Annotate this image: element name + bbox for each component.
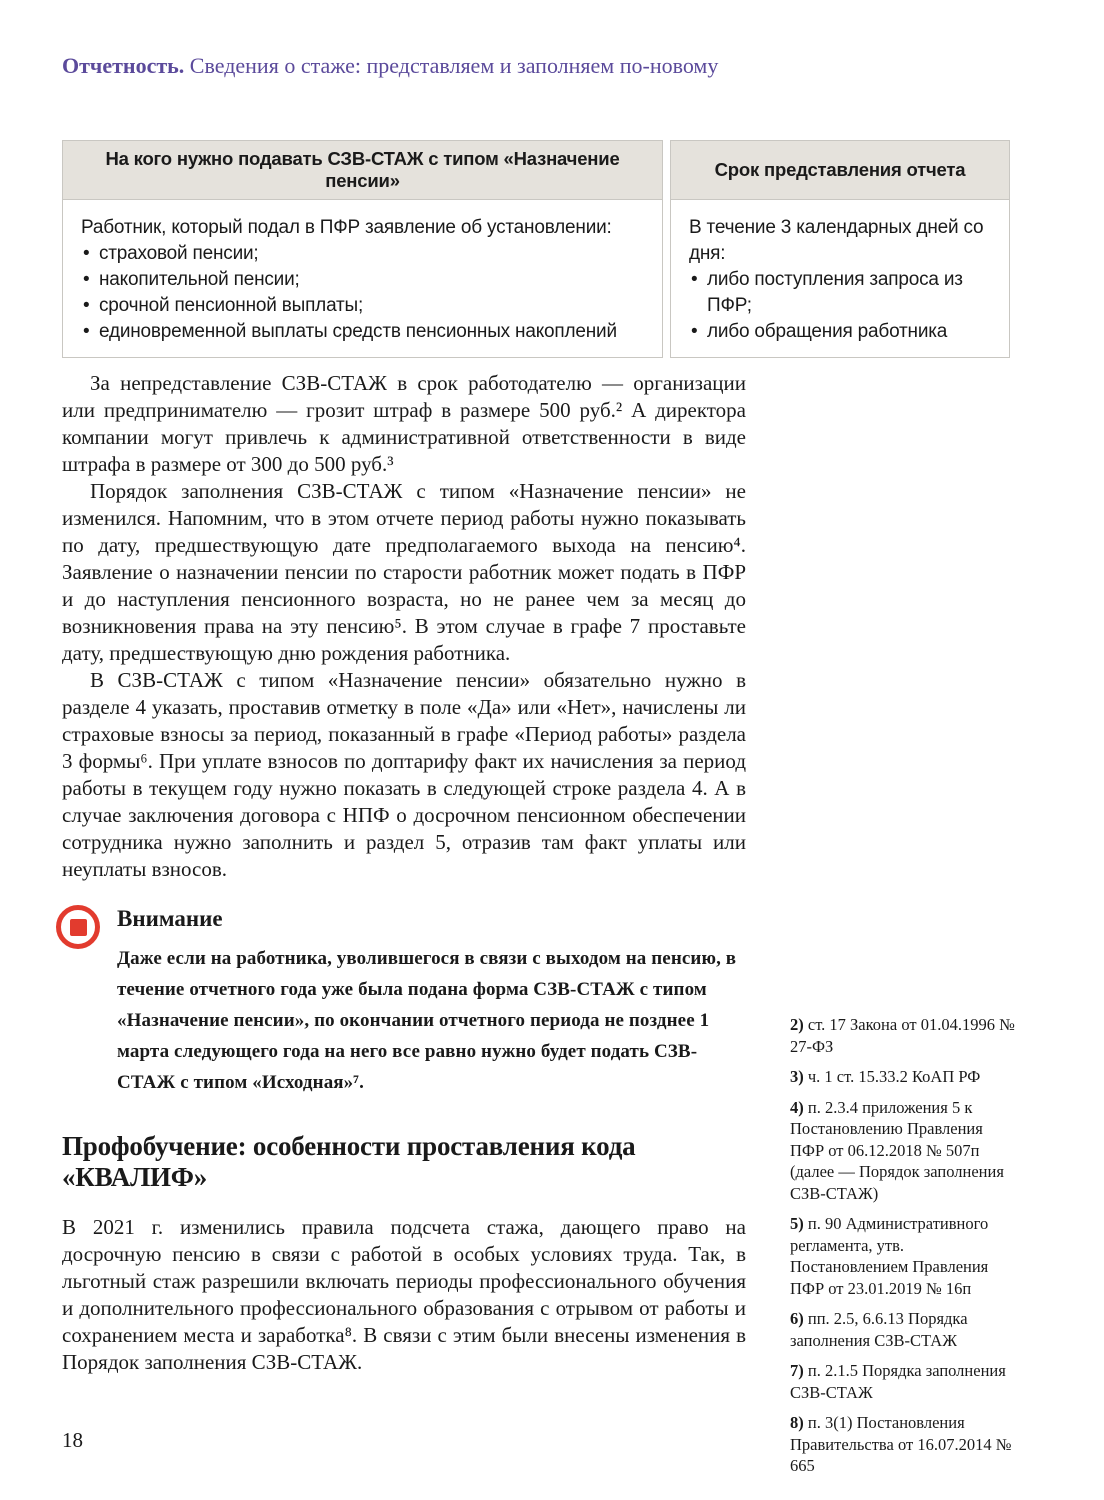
footnote-text: ст. 17 Закона от 01.04.1996 № 27-ФЗ bbox=[790, 1015, 1015, 1056]
footnote-number: 6) bbox=[790, 1309, 804, 1328]
footnote bbox=[790, 1412, 1018, 1477]
footnote bbox=[790, 1097, 1018, 1205]
footnote bbox=[790, 1360, 1018, 1403]
footnote-number: 3) bbox=[790, 1067, 804, 1086]
attention-icon bbox=[56, 905, 100, 949]
footnote bbox=[790, 1308, 1018, 1351]
footnote-number: 2) bbox=[790, 1015, 804, 1034]
footnote-text: ч. 1 ст. 15.33.2 КоАП РФ bbox=[807, 1067, 981, 1086]
table-column-who bbox=[62, 140, 663, 358]
table-cell-intro: В течение 3 календарных дней со дня: bbox=[689, 217, 984, 264]
footnote bbox=[790, 1066, 1018, 1088]
page-number: 18 bbox=[62, 1428, 83, 1452]
attention-icon-square bbox=[70, 919, 87, 936]
footnote bbox=[790, 1213, 1018, 1299]
footnotes-sidebar bbox=[790, 1014, 1018, 1486]
table-column-deadline bbox=[670, 140, 1010, 358]
footnote-number: 4) bbox=[790, 1097, 804, 1117]
table-cell-who bbox=[62, 200, 663, 358]
list-item: • срочной пенсионной выплаты; bbox=[81, 293, 644, 319]
section-heading: Профобучение: особенности проставления кода «КВАЛИФ» bbox=[62, 1131, 636, 1192]
footnote-text: п. 2.1.5 Порядка заполнения СЗВ-СТАЖ bbox=[790, 1361, 1006, 1402]
article-body bbox=[62, 370, 746, 1376]
footnote-text: п. 90 Административного регламента, утв. Постановлением Правления ПФР от 23.01.2019 № 16п bbox=[790, 1214, 989, 1298]
attention-content bbox=[117, 904, 745, 1098]
attention-callout bbox=[56, 904, 746, 1098]
list-item: • либо поступления запроса из ПФР; bbox=[689, 267, 991, 319]
footnote bbox=[790, 1014, 1018, 1057]
footnote-text: пп. 2.5, 6.6.13 Порядка заполнения СЗВ-СТАЖ bbox=[790, 1309, 968, 1350]
table-header-deadline: Срок представления отчета bbox=[670, 140, 1010, 200]
table-cell-intro: Работник, который подал в ПФР заявление об установлении: bbox=[81, 217, 612, 238]
info-table bbox=[62, 140, 1010, 358]
attention-text: Даже если на работника, уволившегося в связи с выходом на пенсию, в течение отчетного года уже была подана форма СЗВ-СТАЖ с типом «Назначение пенсии», по окончании отчетного периода не позднее 1 марта следующего года на него все равно нужно будет подать СЗВ-СТАЖ с типом «Исходная»⁷. bbox=[117, 948, 737, 1093]
attention-title: Внимание bbox=[117, 906, 223, 931]
paragraph: В СЗВ-СТАЖ с типом «Назначение пенсии» обязательно нужно в разделе 4 указать, проставив отметку в поле «Да» или «Нет», начислены ли страховые взносы за период, показанный в графе «Период работы» раздела 3 формы⁶. При уплате взносов по доптарифу факт их начисления за период работы в текущем году нужно показать в следующей строке раздела 4. А в случае заключения договора с НПФ о досрочном пенсионном обеспечении сотрудника нужно заполнить и раздел 5, отразив там факт уплаты или неуплаты взносов. bbox=[62, 668, 746, 881]
paragraph: За непредставление СЗВ-СТАЖ в срок работодателю — организации или предпринимателю — грозит штраф в размере 500 руб.² А директора компании могут привлечь к административной ответственности в виде штрафа в размере от 300 до 500 руб.³ bbox=[62, 371, 746, 476]
bullet-list bbox=[81, 241, 644, 345]
rubric-label: Отчетность. bbox=[62, 53, 185, 78]
footnote-text: п. 3(1) Постановления Правительства от 16.07.2014 № 665 bbox=[790, 1413, 1012, 1475]
article-subtitle: Сведения о стаже: представляем и заполняем по-новому bbox=[189, 53, 719, 78]
bullet-list bbox=[689, 267, 991, 345]
paragraph: В 2021 г. изменились правила подсчета стажа, дающего право на досрочную пенсию в связи с работой в особых условиях труда. Так, в льготный стаж разрешили включать периоды профессионального обучения и дополнительного профессионального образования с отрывом от работы и сохранением места и заработка⁸. В связи с этим были внесены изменения в Порядок заполнения СЗВ-СТАЖ. bbox=[62, 1215, 746, 1374]
footnote-number: 5) bbox=[790, 1214, 804, 1233]
paragraph: Порядок заполнения СЗВ-СТАЖ с типом «Назначение пенсии» не изменился. Напомним, что в этом отчете период работы нужно показывать по дату, предшествующую дате предполагаемого выхода на пенсию⁴. Заявление о назначении пенсии по старости работник может подать в ПФР и до наступления пенсионного возраста, но не ранее чем за месяц до возникновения права на эту пенсию⁵. В этом случае в графе 7 проставьте дату, предшествующую дню рождения работника. bbox=[62, 479, 746, 665]
footnote-number: 7) bbox=[790, 1361, 804, 1380]
table-cell-deadline bbox=[670, 200, 1010, 358]
list-item: • либо обращения работника bbox=[689, 319, 991, 345]
list-item: • накопительной пенсии; bbox=[81, 267, 644, 293]
list-item: • единовременной выплаты средств пенсионных накоплений bbox=[81, 319, 644, 345]
table-header-who: На кого нужно подавать СЗВ-СТАЖ с типом «Назначение пенсии» bbox=[62, 140, 663, 200]
list-item: • страховой пенсии; bbox=[81, 241, 644, 267]
footnote-text: п. 2.3.4 приложения 5 к Постановлению Правления ПФР от 06.12.2018 № 507п (далее — Порядок заполнения СЗВ-СТАЖ) bbox=[790, 1097, 1004, 1203]
footnote-number: 8) bbox=[790, 1413, 804, 1432]
running-header bbox=[62, 52, 1022, 80]
